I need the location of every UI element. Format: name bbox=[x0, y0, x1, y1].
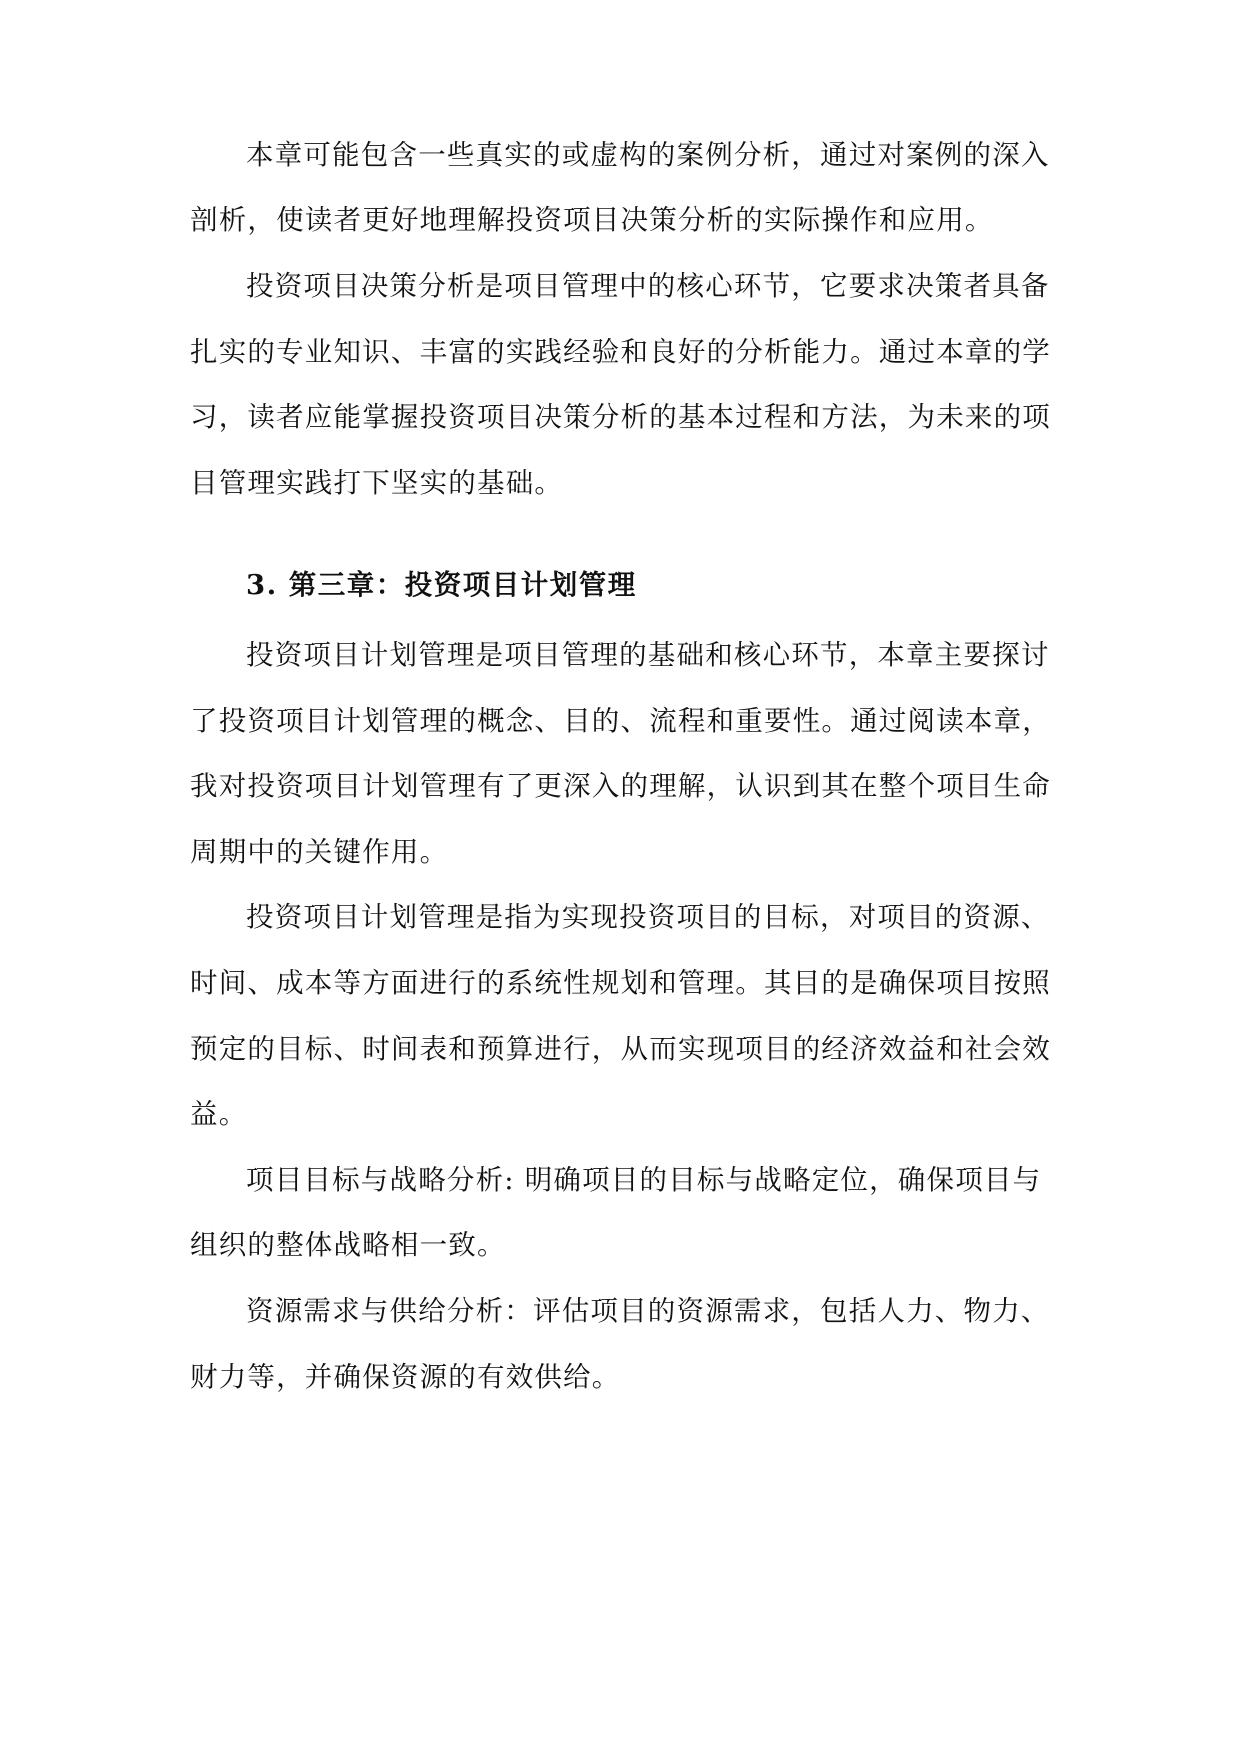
paragraph-line: 投资项目决策分析是项目管理中的核心环节，它要求决策者具备 bbox=[246, 270, 1050, 302]
paragraph-line: 资源需求与供给分析：评估项目的资源需求，包括人力、物力、 bbox=[246, 1295, 1050, 1327]
paragraph-line: 剖析，使读者更好地理解投资项目决策分析的实际操作和应用。 bbox=[190, 204, 994, 236]
paragraph-line: 目管理实践打下坚实的基础。 bbox=[190, 467, 564, 499]
paragraph-line: 投资项目计划管理是指为实现投资项目的目标，对项目的资源、 bbox=[246, 901, 1050, 933]
paragraph-line: 预定的目标、时间表和预算进行，从而实现项目的经济效益和社会效 bbox=[190, 1033, 1051, 1065]
paragraph-line: 益。 bbox=[190, 1098, 248, 1130]
paragraph-line: 项目目标与战略分析: 明确项目的目标与战略定位，确保项目与 bbox=[246, 1164, 1042, 1196]
paragraph-line: 扎实的专业知识、丰富的实践经验和良好的分析能力。通过本章的学 bbox=[190, 336, 1051, 368]
paragraph-line: 了投资项目计划管理的概念、目的、流程和重要性。通过阅读本章， bbox=[190, 705, 1051, 737]
paragraph-line: 我对投资项目计划管理有了更深入的理解，认识到其在整个项目生命 bbox=[190, 770, 1051, 802]
paragraph-line: 周期中的关键作用。 bbox=[190, 836, 449, 868]
paragraph-line: 组织的整体战略相一致。 bbox=[190, 1229, 506, 1261]
paragraph-line: 习，读者应能掌握投资项目决策分析的基本过程和方法，为未来的项 bbox=[190, 401, 1051, 433]
paragraph-line: 财力等，并确保资源的有效供给。 bbox=[190, 1361, 621, 1393]
paragraph-line: 投资项目计划管理是项目管理的基础和核心环节，本章主要探讨 bbox=[246, 639, 1050, 671]
paragraph-line: 本章可能包含一些真实的或虚构的案例分析，通过对案例的深入 bbox=[246, 139, 1050, 171]
section-heading: 3. 第三章：投资项目计划管理 bbox=[246, 569, 637, 601]
paragraph-line: 时间、成本等方面进行的系统性规划和管理。其目的是确保项目按照 bbox=[190, 967, 1051, 999]
